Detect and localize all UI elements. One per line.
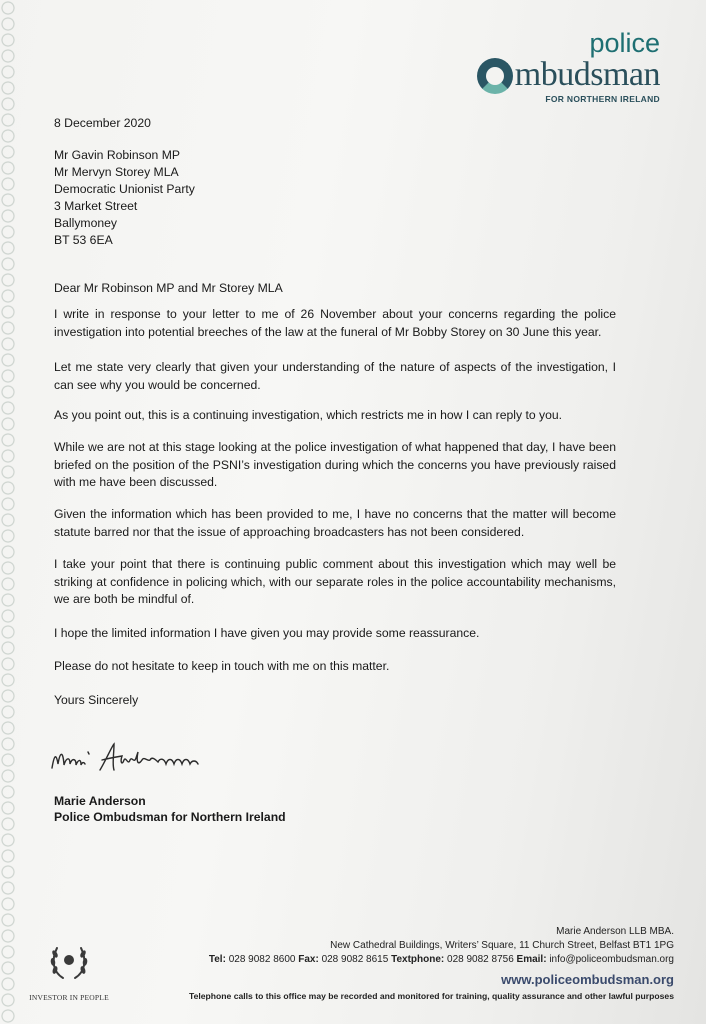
- logo-subtitle: FOR NORTHERN IRELAND: [545, 94, 660, 104]
- investor-in-people-badge: [24, 940, 114, 1002]
- signatory-name: Marie Anderson: [54, 794, 146, 808]
- textphone-number: 028 9082 8756: [447, 954, 514, 965]
- police-ombudsman-logo: [477, 30, 660, 104]
- email-label: Email:: [516, 954, 547, 965]
- tel-number: 028 9082 8600: [228, 954, 296, 965]
- recipient-address: [54, 147, 195, 249]
- badge-label: INVESTOR IN PEOPLE: [29, 993, 109, 1002]
- website-link: www.policeombudsman.org: [501, 972, 674, 987]
- address-line: Ballymoney: [54, 216, 117, 230]
- fax-label: Fax:: [298, 954, 319, 965]
- fax-number: 028 9082 8615: [321, 954, 389, 965]
- body-paragraph: I hope the limited information I have given you may provide some reassurance.: [54, 626, 480, 640]
- body-paragraph: While we are not at this stage looking at the police investigation of what happened that day, I have been briefed on the position of the PSNI’s investigation during which the concerns you have previously raised with me have been discussed.: [54, 440, 616, 489]
- handwritten-signature: [48, 738, 224, 782]
- address-line: Mr Gavin Robinson MP: [54, 148, 180, 162]
- body-paragraph: Let me state very clearly that given your understanding of the nature of aspects of the investigation, I can see why you would be concerned.: [54, 360, 616, 392]
- body-paragraph: I write in response to your letter to me of 26 November about your concerns regarding the police investigation into potential breeches of the law at the funeral of Mr Bobby Storey on 30 June this year.: [54, 307, 616, 339]
- address-line: BT 53 6EA: [54, 233, 113, 247]
- body-paragraph: Given the information which has been provided to me, I have no concerns that the matter will become statute barred nor that the issue of approaching broadcasters has not been considered.: [54, 507, 616, 539]
- closing: Yours Sincerely: [54, 693, 139, 707]
- footer-name-line: Marie Anderson LLB MBA.: [556, 926, 674, 937]
- footer-address: New Cathedral Buildings, Writers’ Square, 11 Church Street, Belfast BT1 1PG: [330, 940, 674, 951]
- textphone-label: Textphone:: [391, 954, 445, 965]
- body-paragraph: I take your point that there is continuing public comment about this investigation which may well be striking at confidence in policing which, with our separate roles in the police accountability mechanisms, we are both be mindful of.: [54, 557, 616, 606]
- laurel-wreath-icon: [47, 940, 91, 984]
- signatory-title: Police Ombudsman for Northern Ireland: [54, 810, 286, 824]
- ombudsman-ring-icon: [477, 58, 513, 94]
- address-line: 3 Market Street: [54, 199, 138, 213]
- letter-date: 8 December 2020: [54, 116, 151, 130]
- logo-police-text: police: [589, 28, 660, 58]
- body-paragraph: As you point out, this is a continuing investigation, which restricts me in how I can reply to you.: [54, 408, 563, 422]
- email-address: info@policeombudsman.org: [549, 954, 674, 965]
- body-paragraph: Please do not hesitate to keep in touch with me on this matter.: [54, 659, 390, 673]
- tel-label: Tel:: [208, 954, 226, 965]
- footer-contacts: [209, 953, 674, 967]
- address-line: Mr Mervyn Storey MLA: [54, 165, 179, 179]
- perforated-edge: [0, 0, 16, 1024]
- recording-notice: Telephone calls to this office may be recorded and monitored for training, quality assurance and other lawful purposes: [188, 991, 674, 1001]
- logo-ombudsman-text: mbudsman: [514, 56, 660, 93]
- salutation: Dear Mr Robinson MP and Mr Storey MLA: [54, 281, 283, 295]
- address-line: Democratic Unionist Party: [54, 182, 195, 196]
